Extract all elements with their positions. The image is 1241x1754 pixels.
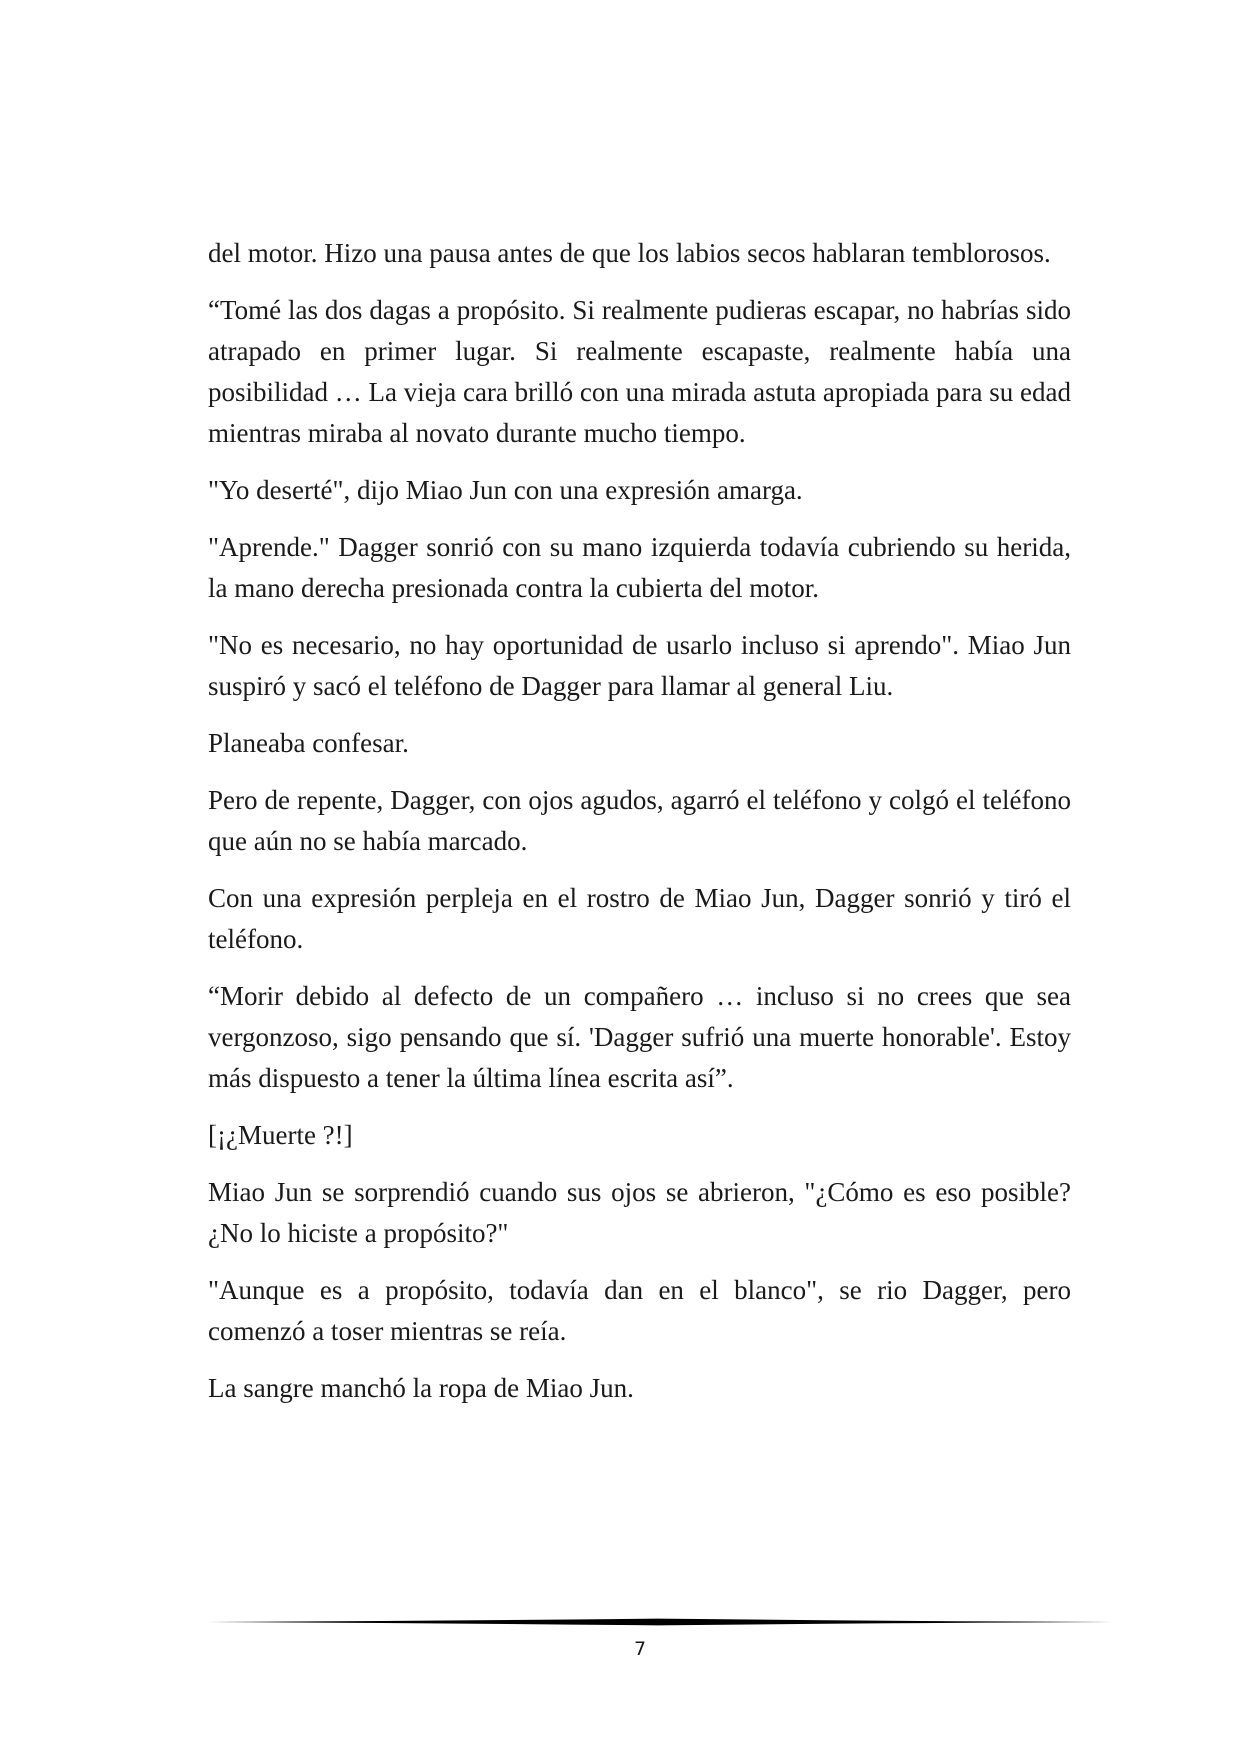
paragraph: “Tomé las dos dagas a propósito. Si realmente pudieras escapar, no habrías sido atrapado en primer lugar. Si realmente escapaste, realmente había una posibilidad … La vieja cara brilló con una mirada astuta apropiada para su edad mientras miraba al novato durante mucho tiempo. bbox=[208, 295, 1071, 448]
paragraph: Miao Jun se sorprendió cuando sus ojos se abrieron, "¿Cómo es eso posible? ¿No lo hiciste a propósito?" bbox=[208, 1177, 1071, 1248]
paragraph: [¡¿Muerte ?!] bbox=[208, 1120, 353, 1150]
page-number: 7 bbox=[633, 1638, 647, 1660]
paragraph: "Aprende." Dagger sonrió con su mano izquierda todavía cubriendo su herida, la mano derecha presionada contra la cubierta del motor. bbox=[208, 532, 1071, 603]
paragraph: Planeaba confesar. bbox=[208, 728, 409, 758]
paragraph: “Morir debido al defecto de un compañero … incluso si no crees que sea vergonzoso, sigo pensando que sí. 'Dagger sufrió una muerte honorable'. Estoy más dispuesto a tener la última línea escrita así”. bbox=[208, 981, 1071, 1093]
paragraph: "No es necesario, no hay oportunidad de usarlo incluso si aprendo". Miao Jun suspiró y sacó el teléfono de Dagger para llamar al general Liu. bbox=[208, 630, 1071, 701]
body-text bbox=[208, 233, 1071, 1425]
paragraph: "Aunque es a propósito, todavía dan en el blanco", se rio Dagger, pero comenzó a toser mientras se reía. bbox=[208, 1275, 1071, 1346]
paragraph: "Yo deserté", dijo Miao Jun con una expresión amarga. bbox=[208, 475, 803, 505]
paragraph: del motor. Hizo una pausa antes de que los labios secos hablaran temblorosos. bbox=[208, 238, 1051, 268]
paragraph: La sangre manchó la ropa de Miao Jun. bbox=[208, 1373, 634, 1403]
footer-divider bbox=[208, 1618, 1113, 1626]
paragraph: Pero de repente, Dagger, con ojos agudos, agarró el teléfono y colgó el teléfono que aún no se había marcado. bbox=[208, 785, 1071, 856]
paragraph: Con una expresión perpleja en el rostro de Miao Jun, Dagger sonrió y tiró el teléfono. bbox=[208, 883, 1071, 954]
